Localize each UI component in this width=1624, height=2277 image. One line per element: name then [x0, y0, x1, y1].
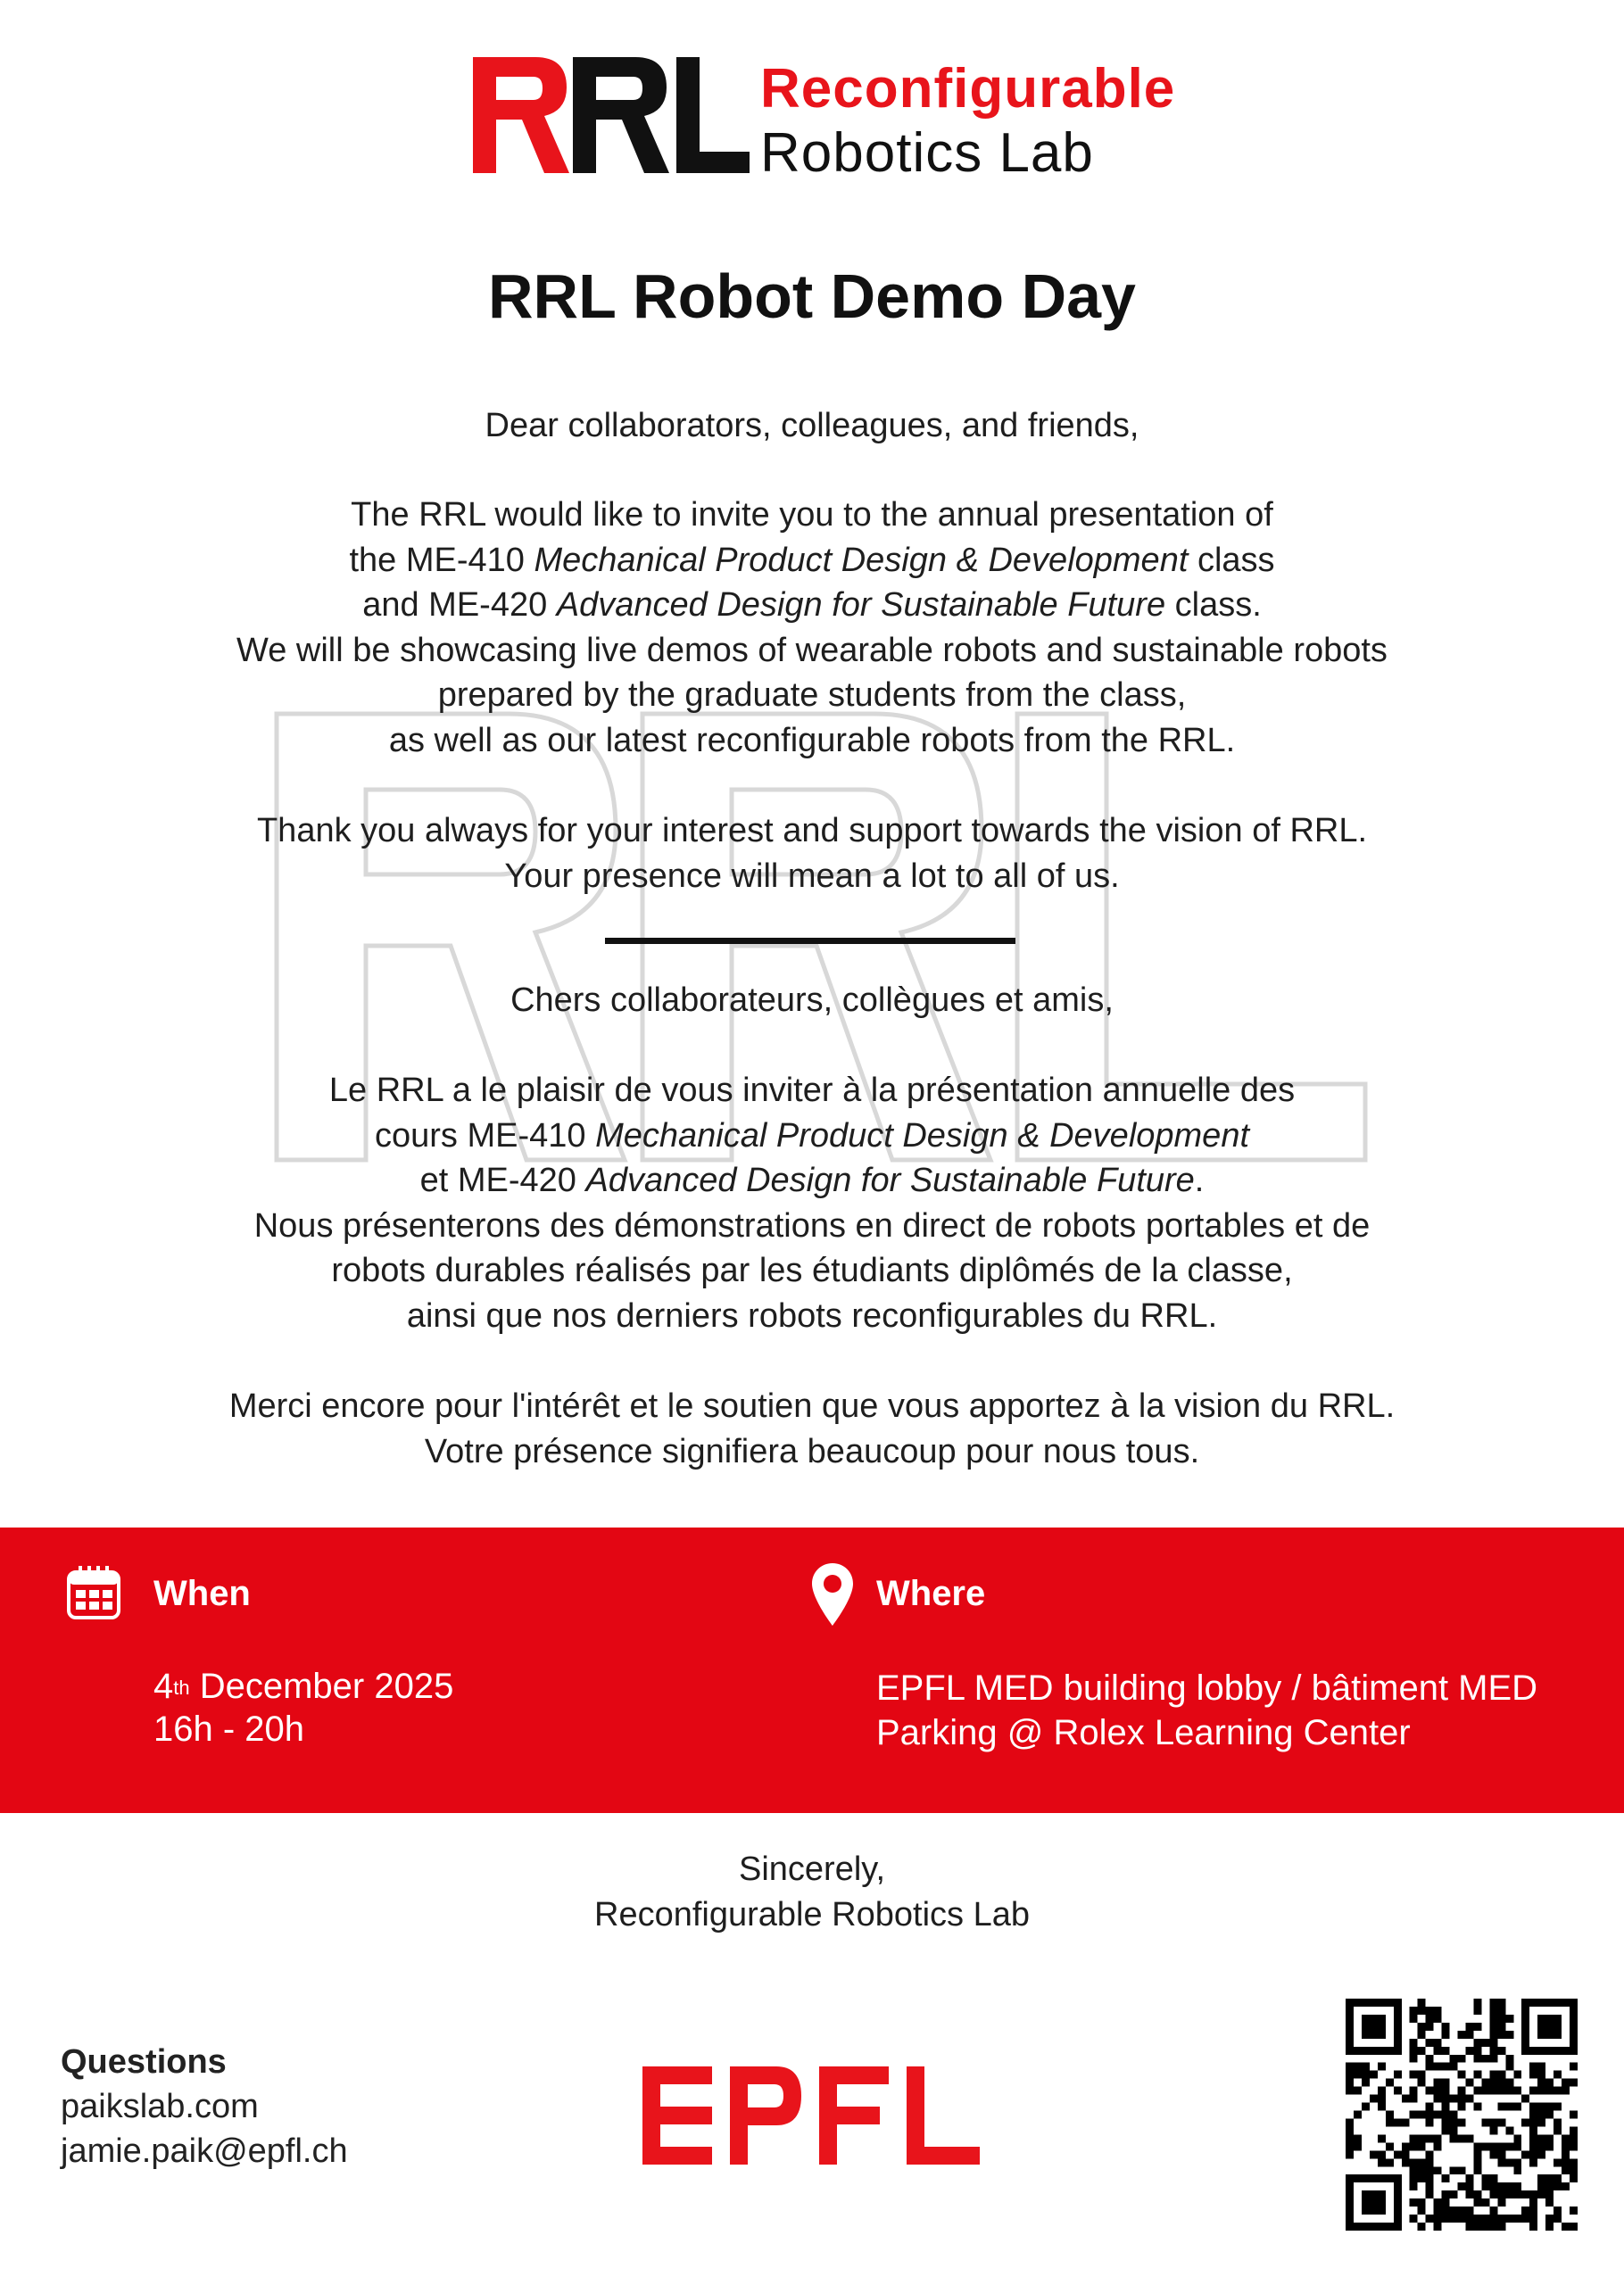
french-p1-line6: ainsi que nos derniers robots reconfigurables du RRL.	[406, 1296, 1218, 1335]
closing-line1: Sincerely,	[738, 1851, 886, 1888]
french-p1-line1: Le RRL a le plaisir de vous inviter à la présentation annuelle des	[328, 1072, 1296, 1109]
course-name-me420: Advanced Design for Sustainable Future	[585, 1162, 1195, 1199]
when-time: 16h - 20h	[153, 1710, 305, 1749]
page-title: RRL Robot Demo Day	[488, 261, 1136, 331]
lab-logo	[473, 57, 1176, 184]
french-p1-line4: Nous présenterons des démonstrations en direct de robots portables et de	[253, 1206, 1371, 1245]
where-line1: EPFL MED building lobby / bâtiment MED	[876, 1668, 1538, 1708]
french-paragraph-2	[0, 1384, 1624, 1474]
where-label: Where	[876, 1574, 986, 1613]
english-paragraph-2	[0, 808, 1624, 898]
english-p1-line1: The RRL would like to invite you to the annual presentation of	[351, 496, 1273, 534]
french-p2-line1: Merci encore pour l'intérêt et le soutien que vous apportez à la vision du RRL.	[228, 1387, 1396, 1425]
english-p1-line2	[0, 538, 1624, 584]
closing-signature: Reconfigurable Robotics Lab	[594, 1896, 1030, 1933]
when-date	[153, 1664, 453, 1709]
english-p1-line5: prepared by the graduate students from the class,	[437, 676, 1187, 714]
course-name-me410: Mechanical Product Design & Development	[595, 1116, 1250, 1155]
english-p1-line4: We will be showcasing live demos of wearable robots and sustainable robots	[236, 631, 1388, 669]
text-run: the ME-410	[349, 541, 534, 579]
questions-title: Questions	[61, 2043, 227, 2081]
course-name-me410: Mechanical Product Design & Development	[534, 541, 1189, 579]
french-p1-line2	[0, 1114, 1624, 1159]
questions-email-link[interactable]: jamie.paik@epfl.ch	[61, 2132, 348, 2170]
french-p1-line5: robots durables réalisés par les étudiants diplômés de la classe,	[331, 1252, 1293, 1289]
english-greeting: Dear collaborators, colleagues, and friends,	[485, 407, 1139, 444]
english-p1-line6: as well as our latest reconfigurable robots from the RRL.	[388, 721, 1236, 759]
location-pin-icon	[810, 1561, 855, 1627]
text-run: cours ME-410	[374, 1116, 596, 1155]
closing	[0, 1847, 1624, 1938]
text-run: class	[1188, 541, 1275, 579]
date-suffix: th	[173, 1677, 190, 1699]
text-run: and ME-420	[362, 586, 557, 624]
text-run: class.	[1165, 586, 1262, 624]
text-run: .	[1194, 1162, 1205, 1199]
logo-line-reconfigurable: Reconfigurable	[760, 58, 1176, 120]
french-greeting: Chers collaborateurs, collègues et amis,	[510, 981, 1114, 1019]
epfl-logo	[642, 2066, 982, 2165]
date-day: 4	[153, 1667, 174, 1706]
english-p2-line1: Thank you always for your interest and support towards the vision of RRL.	[256, 812, 1368, 849]
french-p1-line3	[0, 1158, 1624, 1204]
questions-website-link[interactable]: paikslab.com	[61, 2088, 259, 2125]
course-name-me420: Advanced Design for Sustainable Future	[556, 586, 1166, 624]
where-line2: Parking @ Rolex Learning Center	[876, 1713, 1411, 1752]
english-p2-line2: Your presence will mean a lot to all of us.	[504, 857, 1120, 895]
qr-code[interactable]	[1346, 1999, 1578, 2231]
event-details-band	[0, 1528, 1624, 1813]
french-paragraph-1	[0, 1068, 1624, 1338]
english-paragraph-1	[0, 493, 1624, 763]
french-p2-line2: Votre présence signifiera beaucoup pour nous tous.	[424, 1432, 1200, 1470]
when-label: When	[153, 1574, 251, 1613]
logo-line-robotics-lab: Robotics Lab	[760, 122, 1094, 184]
date-month-year: December 2025	[189, 1667, 454, 1706]
language-divider	[605, 938, 1015, 944]
english-p1-line3	[0, 583, 1624, 628]
rrl-logo-mark	[473, 57, 750, 173]
text-run: et ME-420	[419, 1162, 586, 1199]
calendar-icon	[66, 1565, 121, 1620]
